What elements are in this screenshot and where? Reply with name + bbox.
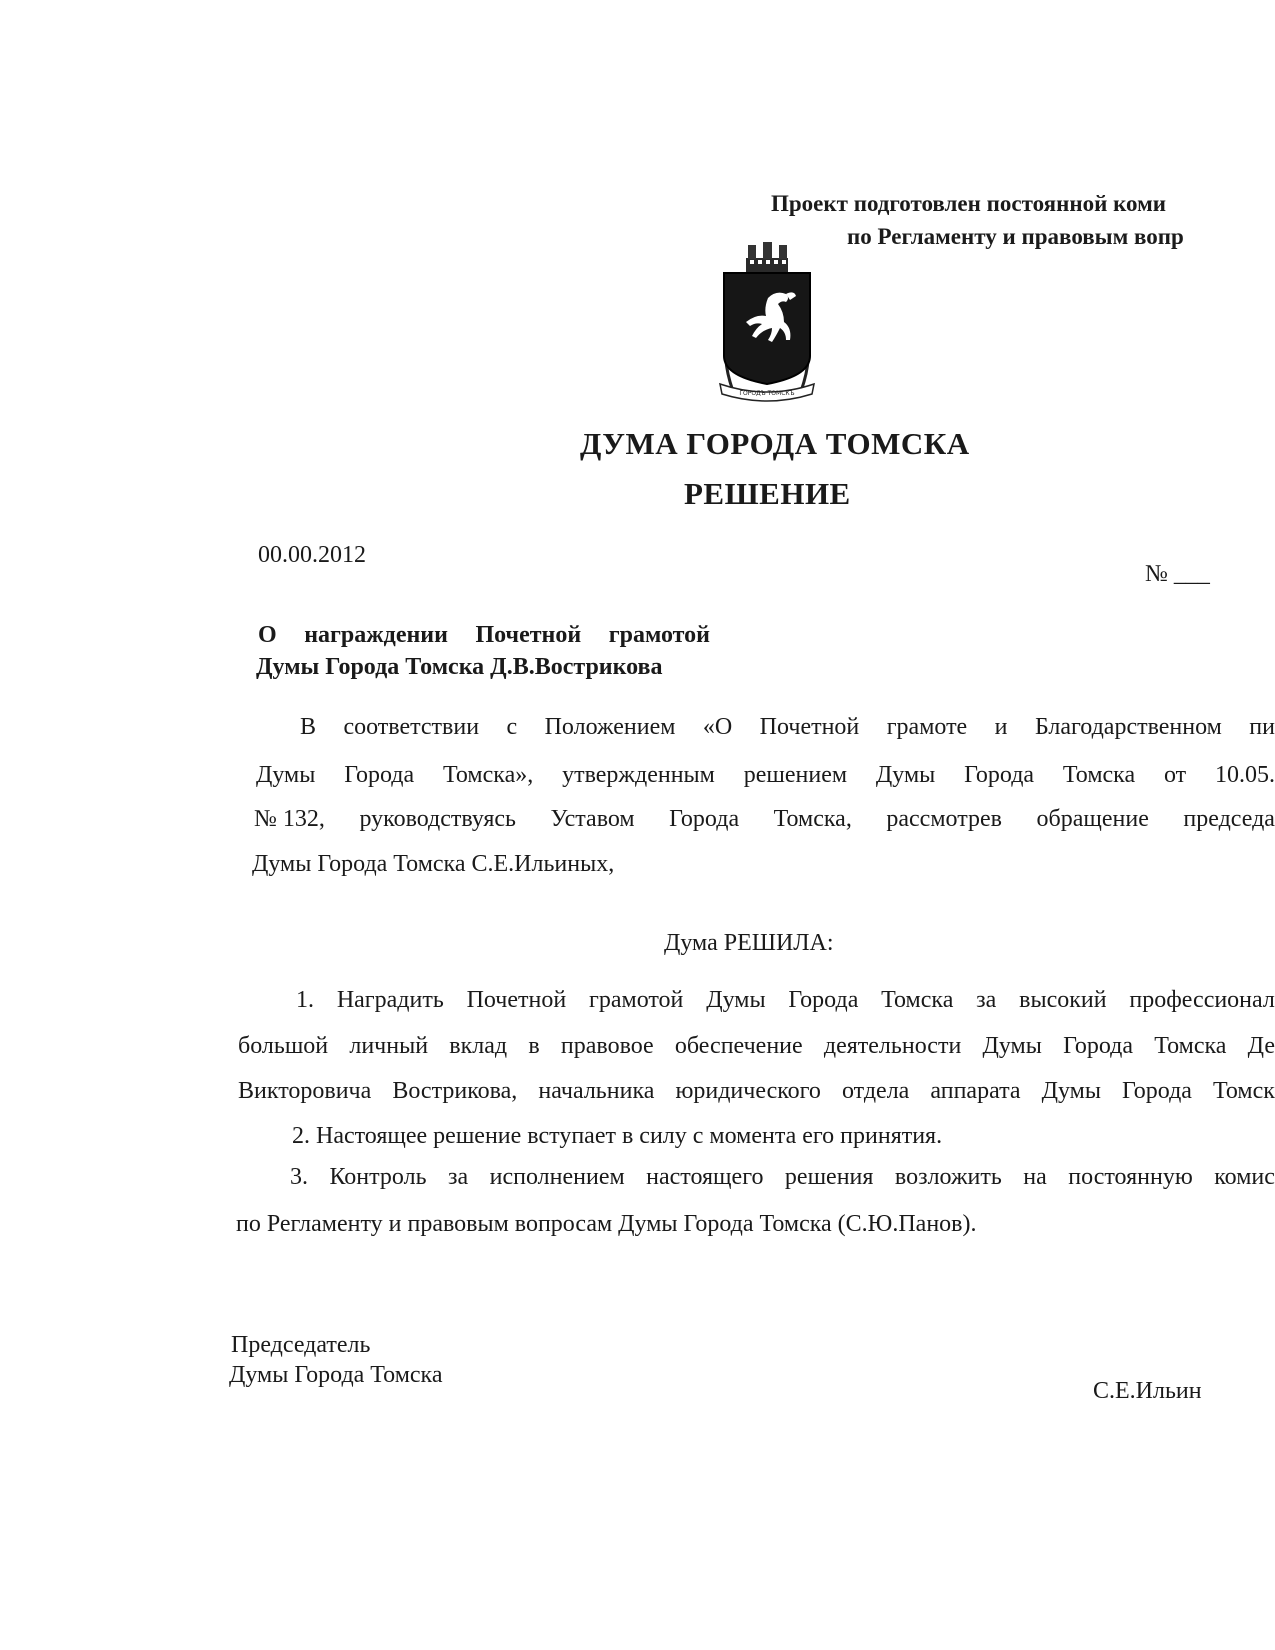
- word: с: [506, 714, 518, 740]
- word: Города: [344, 762, 415, 788]
- item1-line1: [296, 985, 1275, 1015]
- word: личный: [349, 1033, 429, 1059]
- word: вклад: [449, 1033, 508, 1059]
- word: возложить: [894, 1164, 1002, 1190]
- word: Думы: [1041, 1078, 1101, 1104]
- word: Почетной: [759, 714, 860, 740]
- word: Уставом: [550, 806, 635, 832]
- word: большой: [238, 1033, 329, 1059]
- word: Думы: [256, 762, 316, 788]
- subject-line2: Думы Города Томска Д.В.Вострикова: [256, 654, 663, 680]
- word: Томска: [881, 987, 954, 1013]
- word: на: [1023, 1164, 1047, 1190]
- word: руководствуясь: [359, 806, 516, 832]
- word: за: [448, 1164, 469, 1190]
- word: 3.: [290, 1164, 308, 1190]
- word: Города: [1122, 1078, 1192, 1104]
- signatory-title-line2: Думы Города Томска: [229, 1362, 443, 1388]
- word: исполнением: [489, 1164, 625, 1190]
- word: Томска: [1062, 762, 1136, 788]
- word: В: [300, 714, 317, 740]
- word: комис: [1214, 1164, 1275, 1190]
- document-type-title: РЕШЕНИЕ: [684, 476, 851, 511]
- subject-word: Почетной: [475, 622, 582, 648]
- word: Города: [669, 806, 740, 832]
- word: «О: [702, 714, 733, 740]
- word: грамоте: [886, 714, 968, 740]
- word: отдела: [841, 1078, 910, 1104]
- word: Думы: [875, 762, 936, 788]
- word: Томска: [1154, 1033, 1227, 1059]
- draft-note-line1: Проект подготовлен постоянной коми: [771, 191, 1167, 216]
- word: рассмотрев: [886, 806, 1002, 832]
- word: Де: [1247, 1033, 1275, 1059]
- word: Думы: [982, 1033, 1042, 1059]
- subject-word: О: [258, 622, 277, 648]
- word: Города: [788, 987, 859, 1013]
- resolution-heading: Дума РЕШИЛА:: [664, 930, 834, 956]
- word: обращение: [1036, 806, 1149, 832]
- subject-words: [258, 620, 710, 650]
- signatory-title-line1: Председатель: [231, 1332, 371, 1358]
- subject-word: грамотой: [608, 622, 710, 648]
- word: правовое: [560, 1033, 654, 1059]
- word: соответствии: [343, 714, 480, 740]
- word: аппарата: [930, 1078, 1021, 1104]
- preamble-line1: [300, 712, 1275, 742]
- word: Томска,: [773, 806, 852, 832]
- organization-title: ДУМА ГОРОДА ТОМСКА: [580, 426, 970, 461]
- word: грамотой: [589, 987, 684, 1013]
- word: № 132,: [254, 806, 325, 832]
- item3-line1: [290, 1162, 1275, 1192]
- word: обеспечение: [674, 1033, 803, 1059]
- word: Почетной: [466, 987, 567, 1013]
- word: Благодарственном: [1034, 714, 1222, 740]
- word: 1.: [296, 987, 314, 1013]
- word: профессионал: [1129, 987, 1275, 1013]
- draft-note-line2: по Регламенту и правовым вопр: [847, 224, 1184, 249]
- word: председа: [1183, 806, 1275, 832]
- document-number: № ___: [1145, 561, 1210, 587]
- word: Города: [964, 762, 1035, 788]
- word: Думы: [706, 987, 766, 1013]
- word: и: [994, 714, 1008, 740]
- word: настоящего: [646, 1164, 764, 1190]
- preamble-line4: Думы Города Томска С.Е.Ильиных,: [252, 851, 615, 877]
- svg-text:ГОРОДЪ ТОМСКЪ: ГОРОДЪ ТОМСКЪ: [739, 390, 795, 397]
- word: Положением: [544, 714, 676, 740]
- preamble-line3: [254, 804, 1275, 834]
- item2: 2. Настоящее решение вступает в силу с момента его принятия.: [292, 1123, 943, 1149]
- word: Города: [1063, 1033, 1134, 1059]
- subject-word: награждении: [304, 622, 448, 648]
- word: от: [1163, 762, 1187, 788]
- word: Наградить: [336, 987, 444, 1013]
- word: юридического: [675, 1078, 821, 1104]
- word: утвержденным: [562, 762, 715, 788]
- word: Вострикова,: [392, 1078, 518, 1104]
- coat-of-arms-icon: [712, 238, 822, 406]
- item1-line3: [238, 1076, 1275, 1106]
- word: Томск: [1212, 1078, 1275, 1104]
- word: 10.05.: [1215, 762, 1275, 788]
- word: пи: [1249, 714, 1275, 740]
- word: в: [528, 1033, 540, 1059]
- subject-line1: [258, 620, 710, 650]
- word: Контроль: [329, 1164, 427, 1190]
- word: начальника: [538, 1078, 655, 1104]
- item1-line2: [238, 1031, 1275, 1061]
- item3-line2: по Регламенту и правовым вопросам Думы Города Томска (С.Ю.Панов).: [236, 1211, 977, 1237]
- word: решения: [784, 1164, 874, 1190]
- signatory-name: С.Е.Ильин: [1093, 1378, 1202, 1404]
- document-date: 00.00.2012: [258, 542, 366, 568]
- preamble-line2: [256, 760, 1275, 790]
- word: Викторовича: [238, 1078, 372, 1104]
- word: за: [976, 987, 997, 1013]
- word: постоянную: [1068, 1164, 1193, 1190]
- word: решением: [743, 762, 848, 788]
- word: Томска»,: [443, 762, 534, 788]
- word: деятельности: [823, 1033, 962, 1059]
- word: высокий: [1019, 987, 1107, 1013]
